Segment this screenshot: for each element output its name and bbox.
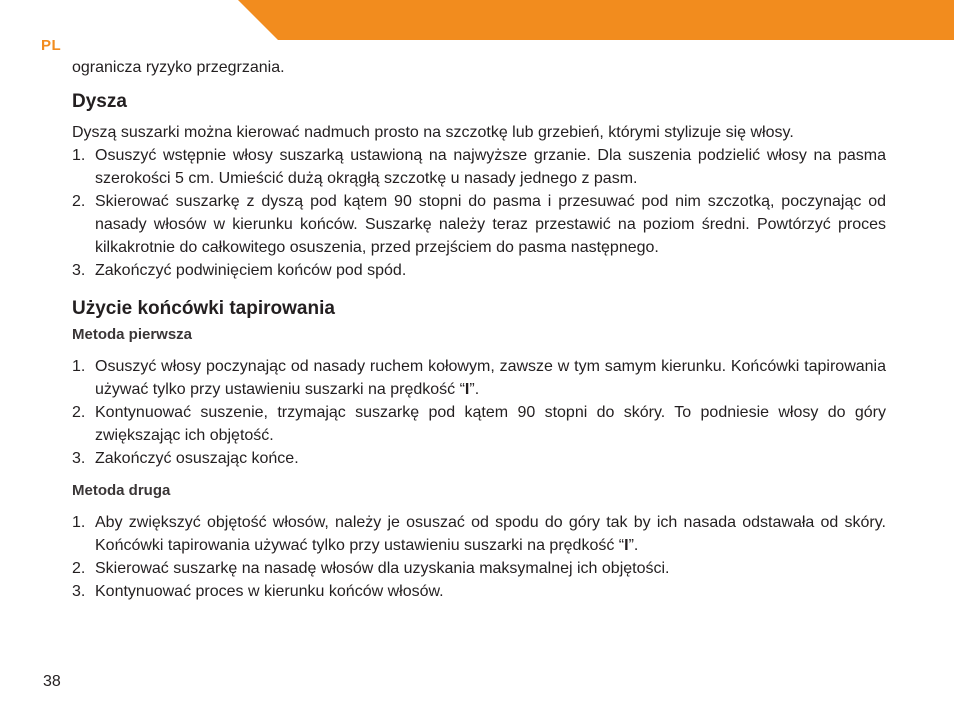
method1-title: Metoda pierwsza xyxy=(72,326,193,343)
method1-steps xyxy=(72,355,886,470)
list-item: 2. Skierować suszarkę z dyszą pod kątem 90 stopni do pasma i przesuwać pod nim szczotką, poczynając od nasady włosów w kierunku końców. Suszarkę należy teraz przestawić na poziom średni. Powtórzyć proces kilkakrotnie do całkowitego osuszenia, przed przejściem do pasma następnego. xyxy=(72,193,886,256)
page-content xyxy=(72,56,886,603)
list-item: 3. Zakończyć podwinięciem końców pod spód. xyxy=(72,262,407,279)
method2-steps xyxy=(72,511,886,603)
header-accent-band xyxy=(238,0,954,40)
continuation-text: ogranicza ryzyko przegrzania. xyxy=(72,59,285,76)
nozzle-steps xyxy=(72,144,886,282)
page-number: 38 xyxy=(43,673,61,690)
list-item: 1. Aby zwiększyć objętość włosów, należy je osuszać od spodu do góry tak by ich nasada odstawała od skóry. Końcówki tapirowania używać tylko przy ustawieniu suszarki na prędkość “I”. xyxy=(72,514,886,554)
list-item: 1. Osuszyć włosy poczynając od nasady ruchem kołowym, zawsze w tym samym kierunku. Końcówki tapirowania używać tylko przy ustawieniu suszarki na prędkość “I”. xyxy=(72,358,886,398)
nozzle-intro: Dyszą suszarki można kierować nadmuch prosto na szczotkę lub grzebień, którymi stylizuje się włosy. xyxy=(72,124,794,141)
list-item: 1. Osuszyć wstępnie włosy suszarką ustawioną na najwyższe grzanie. Dla suszenia podzielić włosy na pasma szerokości 5 cm. Umieścić dużą okrągłą szczotkę u nasady jednego z pasm. xyxy=(72,147,886,187)
list-item: 3. Zakończyć osuszając końce. xyxy=(72,450,299,467)
list-item: 2. Kontynuować suszenie, trzymając suszarkę pod kątem 90 stopni do skóry. To podniesie włosy do góry zwiększając ich objętość. xyxy=(72,404,886,444)
section-title-volumizer: Użycie końcówki tapirowania xyxy=(72,298,335,319)
list-item: 2. Skierować suszarkę na nasadę włosów dla uzyskania maksymalnej ich objętości. xyxy=(72,560,670,577)
language-label: PL xyxy=(41,37,62,54)
list-item: 3. Kontynuować proces w kierunku końców włosów. xyxy=(72,583,444,600)
method2-title: Metoda druga xyxy=(72,482,171,499)
section-title-nozzle: Dysza xyxy=(72,91,127,112)
